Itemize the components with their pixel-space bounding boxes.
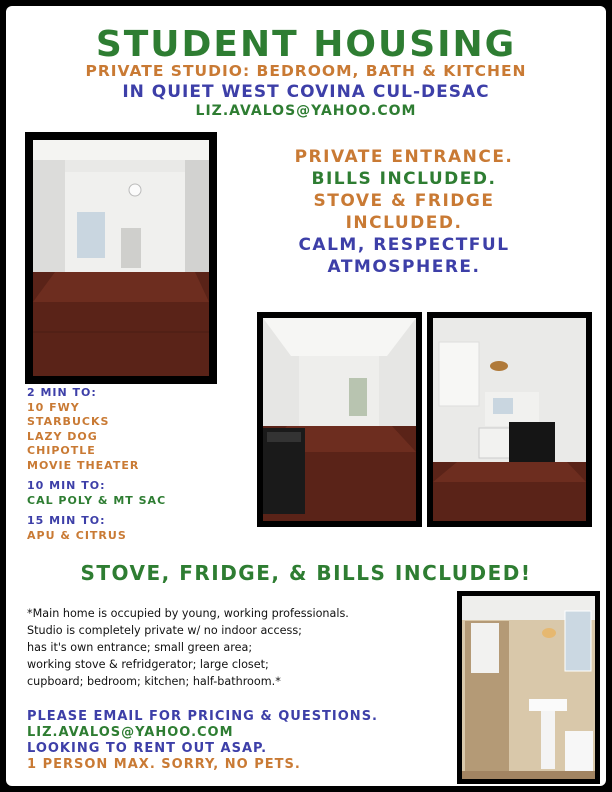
contact-info (27, 709, 457, 773)
nearby-locations (27, 386, 247, 543)
flyer-title: STUDENT HOUSING (95, 24, 517, 65)
features-list (254, 146, 554, 278)
nearby-header-15min: 15 MIN TO: (27, 514, 106, 527)
nearby-header-10min: 10 MIN TO: (27, 479, 106, 492)
nearby-item: LAZY DOG (27, 429, 98, 443)
description-line: working stove & refridgerator; large closet; (27, 658, 269, 671)
description (27, 605, 447, 690)
bathroom-photo (457, 591, 600, 784)
nearby-item: STARBUCKS (27, 415, 110, 428)
nearby-item: 10 FWY (27, 400, 80, 414)
hallway-photo (257, 312, 422, 527)
flyer-page (6, 6, 606, 786)
description-line: has it's own entrance; small green area; (27, 641, 253, 654)
nearby-header-2min: 2 MIN TO: (27, 386, 97, 399)
contact-line: 1 PERSON MAX. SORRY, NO PETS. (27, 757, 301, 772)
feature-line: CALM, RESPECTFUL (298, 235, 510, 255)
living-room-photo (25, 132, 217, 384)
contact-line: LOOKING TO RENT OUT ASAP. (27, 741, 268, 756)
description-line: cupboard; bedroom; kitchen; half-bathroom.* (27, 675, 281, 688)
feature-line: PRIVATE ENTRANCE. (294, 147, 514, 167)
flyer-email: LIZ.AVALOS@YAHOO.COM (195, 103, 417, 119)
description-line: Studio is completely private w/ no indoor access; (27, 624, 302, 637)
nearby-item: CAL POLY & MT SAC (27, 493, 167, 507)
feature-line: BILLS INCLUDED. (311, 169, 497, 189)
feature-line: INCLUDED. (345, 213, 463, 233)
nearby-item: APU & CITRUS (27, 528, 127, 542)
nearby-item: CHIPOTLE (27, 444, 96, 457)
feature-line: ATMOSPHERE. (327, 257, 481, 277)
nearby-item: MOVIE THEATER (27, 458, 140, 472)
flyer-subtitle-rooms: PRIVATE STUDIO: BEDROOM, BATH & KITCHEN (85, 62, 527, 80)
feature-line: STOVE & FRIDGE (313, 191, 495, 211)
contact-line: LIZ.AVALOS@YAHOO.COM (27, 725, 234, 740)
flyer-subtitle-location: IN QUIET WEST COVINA CUL-DESAC (122, 82, 490, 102)
contact-line: PLEASE EMAIL FOR PRICING & QUESTIONS. (27, 709, 378, 724)
description-line: *Main home is occupied by young, working professionals. (27, 607, 349, 620)
included-banner: STOVE, FRIDGE, & BILLS INCLUDED! (80, 561, 532, 585)
kitchen-photo (427, 312, 592, 527)
